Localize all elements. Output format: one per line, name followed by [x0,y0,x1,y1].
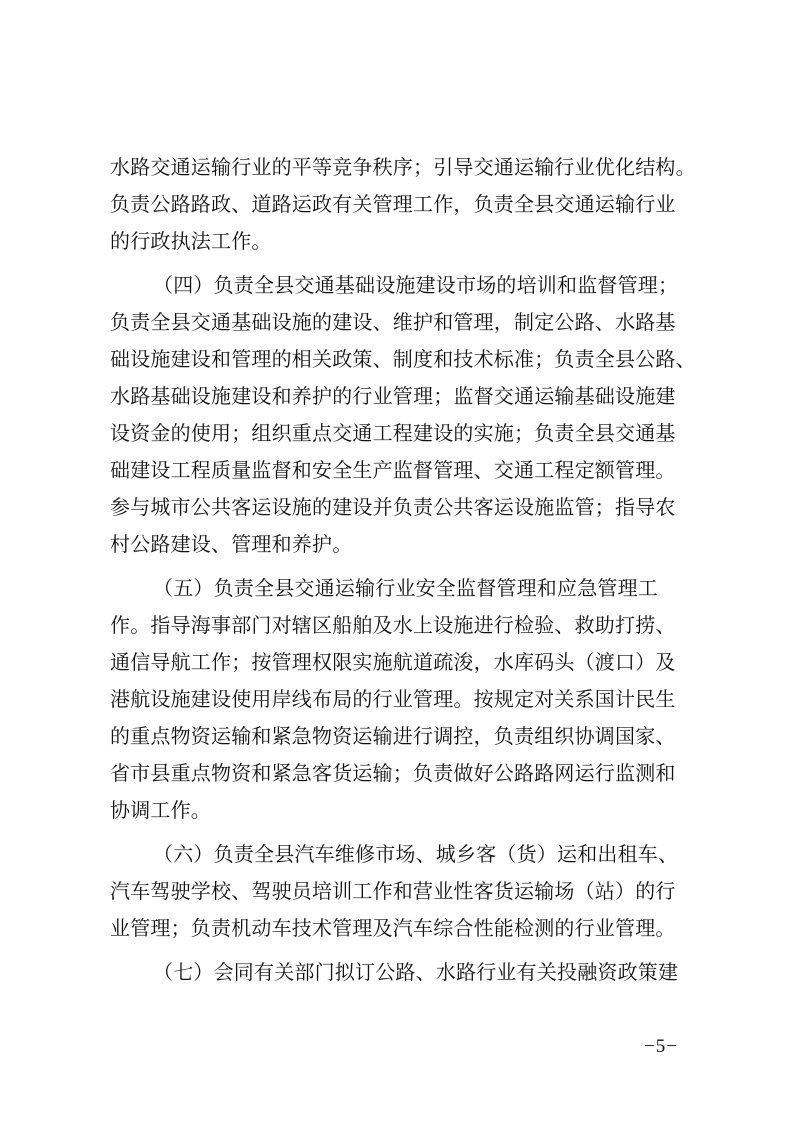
paragraph [110,954,710,991]
text-line: 参与城市公共客运设施的建设并负责公共客运设施监管；指导农 [110,495,676,519]
page-number: −5− [644,1036,678,1057]
text-line: 作。指导海事部门对辖区船舶及水上设施进行检验、救助打捞、 [110,613,676,637]
text-line: 负责公路路政、道路运政有关管理工作，负责全县交通运输行业 [110,192,676,216]
text-line: 通信导航工作；按管理权限实施航道疏浚，水库码头（渡口）及 [110,650,676,674]
text-line: 设资金的使用；组织重点交通工程建设的实施；负责全县交通基 [110,421,676,445]
text-line: 础设施建设和管理的相关政策、制度和技术标准；负责全县公路、 [110,347,696,371]
text-line: 水路基础设施建设和养护的行业管理；监督交通运输基础设施建 [110,384,676,408]
text-line: 业管理；负责机动车技术管理及汽车综合性能检测的行业管理。 [110,916,676,940]
text-line: 省市县重点物资和紧急客货运输；负责做好公路路网运行监测和 [110,761,676,785]
text-line: 的重点物资运输和紧急物资运输进行调控，负责组织协调国家、 [110,724,676,748]
text-line: 础建设工程质量监督和安全生产监督管理、交通工程定额管理。 [110,458,676,482]
text-line: 水路交通运输行业的平等竞争秩序；引导交通运输行业优化结构。 [110,155,696,179]
text-line: 汽车驾驶学校、驾驶员培训工作和营业性客货运输场（站）的行 [110,879,676,903]
paragraph [110,570,710,829]
text-line: （四）负责全县交通基础设施建设市场的培训和监督管理； [153,273,679,297]
text-line: 村公路建设、管理和养护。 [110,532,353,556]
text-line: （六）负责全县汽车维修市场、城乡客（货）运和出租车、 [153,842,679,866]
text-line: （五）负责全县交通运输行业安全监督管理和应急管理工 [153,576,658,600]
text-line: 协调工作。 [110,798,211,822]
paragraph [110,267,710,563]
paragraph [110,149,710,260]
text-line: 港航设施建设使用岸线布局的行业管理。按规定对关系国计民生 [110,687,676,711]
text-line: 负责全县交通基础设施的建设、维护和管理，制定公路、水路基 [110,310,676,334]
text-line: （七）会同有关部门拟订公路、水路行业有关投融资政策建 [153,960,679,984]
text-line: 的行政执法工作。 [110,229,272,253]
body-text [110,149,710,998]
paragraph [110,836,710,947]
